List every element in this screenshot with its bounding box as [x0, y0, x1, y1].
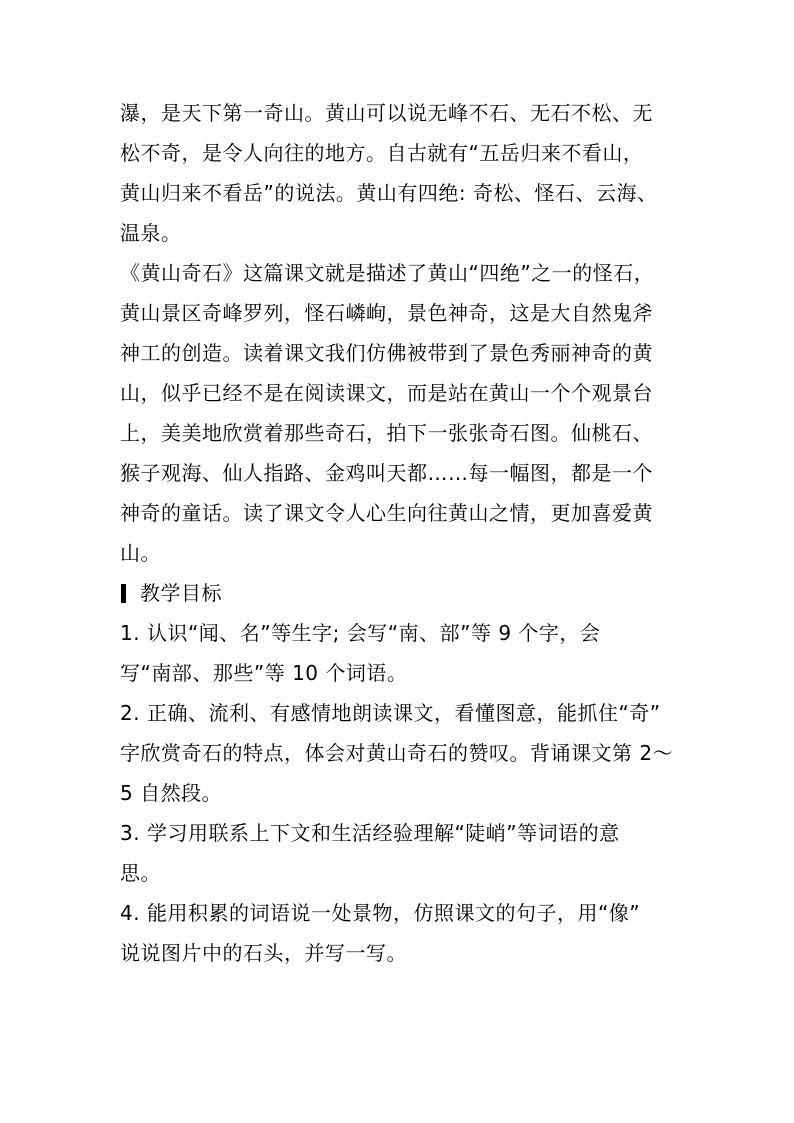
section-heading: [120, 573, 690, 613]
document-body: [120, 93, 690, 973]
objective-item-2: [120, 693, 690, 813]
summary-paragraph: [120, 253, 690, 573]
text-line: 上，美美地欣赏着那些奇石，拍下一张张奇石图。仙桃石、: [120, 421, 653, 445]
text-line: 4. 能用积累的词语说一处景物，仿照课文的句子，用“像”: [120, 901, 641, 925]
text-line: 黄山景区奇峰罗列，怪石嶙峋，景色神奇，这是大自然鬼斧: [120, 301, 653, 325]
text-line: 温泉。: [120, 221, 182, 245]
objective-item-3: [120, 813, 690, 893]
text-line: 2. 正确、流利、有感情地朗读课文，看懂图意，能抓住“奇”: [120, 701, 661, 725]
heading-marker-icon: [121, 584, 126, 603]
text-line: 瀑，是天下第一奇山。黄山可以说无峰不石、无石不松、无: [120, 101, 653, 125]
text-line: 思。: [120, 861, 161, 885]
text-line: 神工的创造。读着课文我们仿佛被带到了景色秀丽神奇的黄: [120, 341, 653, 365]
text-line: 山，似乎已经不是在阅读课文，而是站在黄山一个个观景台: [120, 381, 653, 405]
intro-paragraph: [120, 93, 690, 253]
text-line: 《黄山奇石》这篇课文就是描述了黄山“四绝”之一的怪石，: [120, 261, 655, 285]
text-line: 黄山归来不看岳”的说法。黄山有四绝: 奇松、怪石、云海、: [120, 181, 658, 205]
objective-item-4: [120, 893, 690, 973]
text-line: 写“南部、那些”等 10 个词语。: [120, 661, 408, 685]
text-line: 神奇的童话。读了课文令人心生向往黄山之情，更加喜爱黄: [120, 501, 653, 525]
text-line: 松不奇，是令人向往的地方。自古就有“五岳归来不看山，: [120, 141, 644, 165]
text-line: 3. 学习用联系上下文和生活经验理解“陡峭”等词语的意: [120, 821, 620, 845]
text-line: 说说图片中的石头，并写一写。: [120, 941, 407, 965]
objective-item-1: [120, 613, 690, 693]
text-line: 山。: [120, 541, 161, 565]
section-heading-text: 教学目标: [140, 581, 222, 605]
text-line: 字欣赏奇石的特点，体会对黄山奇石的赞叹。背诵课文第 2～: [120, 741, 674, 765]
text-line: 1. 认识“闻、名”等生字; 会写“南、部”等 9 个字，会: [120, 621, 601, 645]
text-line: 猴子观海、仙人指路、金鸡叫天都……每一幅图，都是一个: [120, 461, 653, 485]
text-line: 5 自然段。: [120, 781, 223, 805]
